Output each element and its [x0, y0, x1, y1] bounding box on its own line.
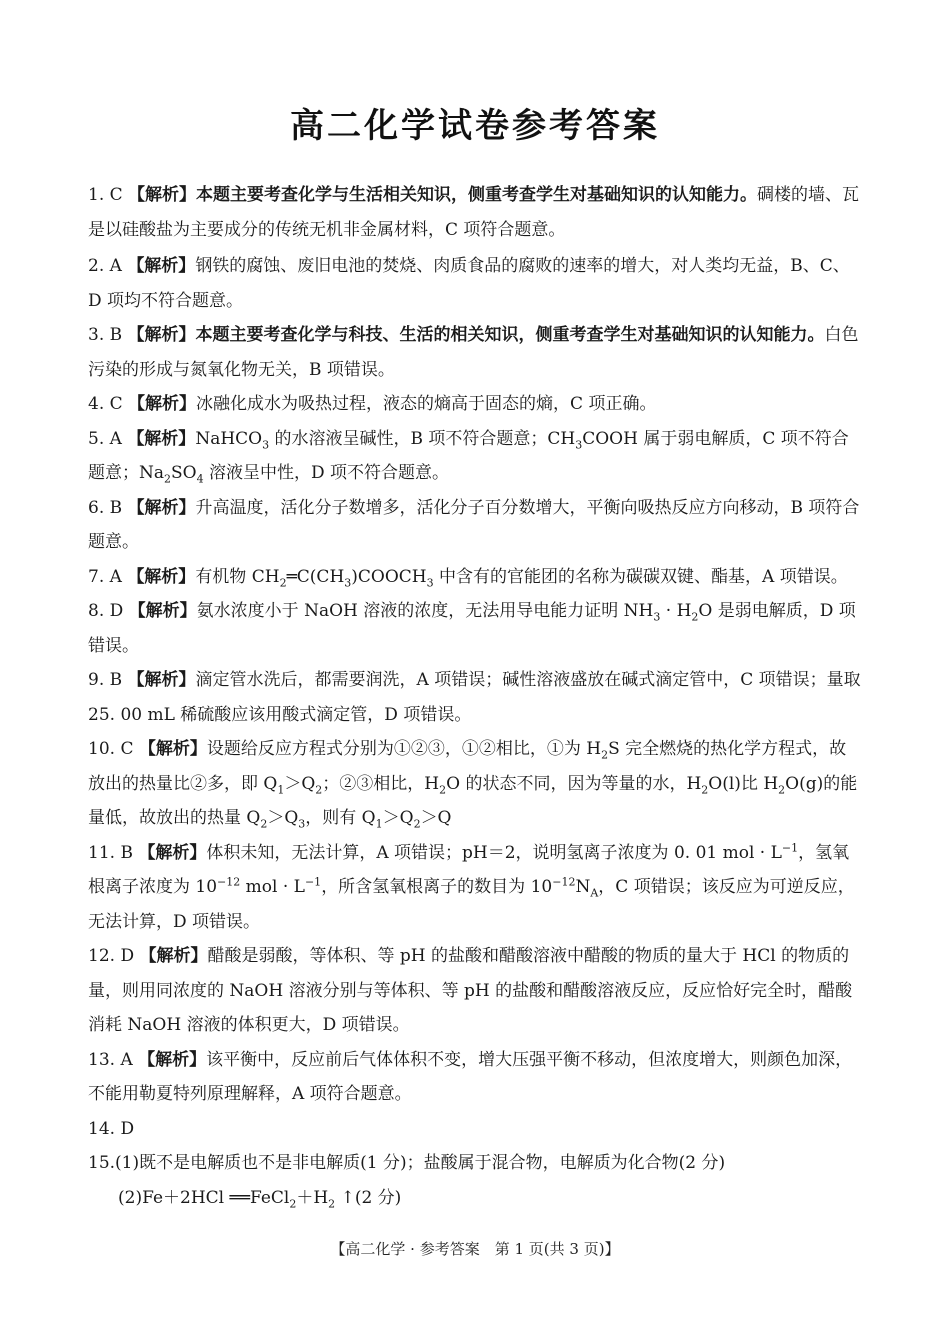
answer-item-7: [88, 560, 863, 595]
answer-number: 4. C: [88, 394, 123, 414]
text-part: 的水溶液呈碱性，B 项不符合题意；CH: [269, 428, 576, 449]
analysis-tag: 【解析】: [138, 842, 207, 863]
answer-item-8: [88, 594, 863, 663]
subscript: 2: [413, 817, 421, 831]
answer-number: 2. A: [88, 256, 122, 276]
subscript: 2: [315, 782, 323, 796]
superscript: −1: [304, 875, 322, 889]
text-part: S 完全燃烧的热化学方程式，故放出的热量比②多，即 Q: [88, 739, 847, 794]
subscript: 2: [778, 782, 786, 796]
answer-number: 7. A: [88, 566, 122, 587]
superscript: −12: [217, 875, 241, 889]
answer-text: 碉楼的墙、瓦是以硅酸盐为主要成分的传统无机非金属材料，C 项符合题意。: [88, 185, 860, 240]
text-part: · H: [660, 601, 692, 621]
subscript: 2: [439, 782, 447, 796]
text-part: (2)Fe＋2HCl ══FeCl: [118, 1187, 290, 1208]
text-part: NaHCO: [195, 428, 263, 449]
text-part: ＋H: [296, 1187, 329, 1208]
subscript: 2: [691, 610, 699, 624]
answer-number: 12. D: [88, 946, 135, 966]
analysis-tag: 【解析】: [128, 185, 197, 205]
text-part: O 的状态不同，因为等量的水，H: [446, 773, 702, 794]
answer-item-1: [88, 178, 863, 247]
analysis-tag: 【解析】: [138, 739, 207, 759]
analysis-tag: 【解析】: [127, 497, 196, 518]
answer-text: 升高温度，活化分子数增多，活化分子百分数增大，平衡向吸热反应方向移动，B 项符合题意。: [88, 497, 860, 552]
analysis-tag: 【解析】: [127, 428, 196, 449]
text-part: 氨水浓度小于 NaOH 溶液的浓度，无法用导电能力证明 NH: [196, 601, 654, 621]
answer-text: 白色污染的形成与氮氧化物无关，B 项错误。: [88, 325, 859, 380]
answer-lead: 本题主要考查化学与科技、生活的相关知识，侧重考查学生对基础知识的认知能力。: [195, 325, 825, 345]
page-title: 高二化学试卷参考答案: [290, 106, 660, 146]
subscript: 2: [601, 748, 609, 762]
subscript: A: [590, 886, 599, 900]
answer-list: [88, 178, 863, 1215]
answer-text: 滴定管水洗后，都需要润洗，A 项错误；碱性溶液盛放在碱式滴定管中，C 项错误；量取 25. 00 mL 稀硫酸应该用酸式滴定管，D 项错误。: [88, 670, 861, 725]
subscript: 3: [344, 575, 352, 589]
text-part: ＞Q: [284, 773, 316, 794]
text-part: ═C(CH: [286, 566, 345, 587]
subscript: 2: [260, 817, 268, 831]
subscript: 2: [289, 1196, 297, 1210]
answer-number: 15.: [88, 1153, 116, 1173]
answer-text: (1)既不是电解质也不是非电解质(1 分)；盐酸属于混合物，电解质为化合物(2 分): [115, 1153, 726, 1173]
answer-number: 13. A: [88, 1049, 133, 1070]
text-part: ↑(2 分): [335, 1187, 402, 1208]
answer-lead: 本题主要考查化学与生活相关知识，侧重考查学生对基础知识的认知能力。: [196, 185, 758, 205]
superscript: −1: [781, 840, 799, 854]
analysis-tag: 【解析】: [127, 670, 196, 690]
analysis-tag: 【解析】: [139, 946, 208, 966]
text-part: 体积未知，无法计算，A 项错误；pH＝2，说明氢离子浓度为 0. 01 mol · L: [206, 842, 782, 863]
text-part: ，所含氢氧根离子的数目为 10: [321, 877, 553, 897]
text-part: 有机物 CH: [195, 566, 280, 587]
analysis-tag: 【解析】: [127, 325, 196, 345]
page-footer: 【高二化学 · 参考答案 第 1 页(共 3 页)】: [330, 1240, 620, 1258]
answer-item-6: [88, 491, 863, 560]
text-part: O 是弱电解质，D 项错误。: [88, 601, 856, 656]
answer-item-4: [88, 387, 863, 422]
subscript: 2: [328, 1196, 336, 1210]
answer-item-13: [88, 1043, 863, 1112]
subscript: 2: [164, 472, 172, 486]
text-part: ，则有 Q: [305, 808, 376, 828]
text-part: O(l)比 H: [708, 773, 779, 794]
text-part: ＞Q: [267, 808, 299, 828]
answer-text: 醋酸是弱酸，等体积、等 pH 的盐酸和醋酸溶液中醋酸的物质的量大于 HCl 的物质的量，则用同浓度的 NaOH 溶液分别与等体积、等 pH 的盐酸和醋酸溶液反应，反应恰好完全时，醋酸消耗 NaOH 溶液的体积更大，D 项错误。: [88, 946, 853, 1035]
text-part: ＞Q: [420, 808, 452, 828]
text-part: SO: [171, 463, 197, 483]
analysis-tag: 【解析】: [138, 1049, 207, 1070]
subscript: 3: [653, 610, 661, 624]
answer-number: 1. C: [88, 185, 123, 205]
subscript: 1: [277, 782, 285, 796]
answer-item-11: [88, 836, 863, 940]
text-part: ，C 项错误；该反应为可逆反应，无法计算，D 项错误。: [88, 877, 855, 932]
subscript: 3: [575, 437, 583, 451]
subscript: 3: [262, 437, 270, 451]
answer-number: 14. D: [88, 1118, 135, 1139]
text-part: )COOCH: [351, 566, 427, 587]
subscript: 2: [701, 782, 709, 796]
answer-text: 冰融化成水为吸热过程，液态的熵高于固态的熵，C 项正确。: [196, 394, 657, 414]
answer-text: 钢铁的腐蚀、废旧电池的焚烧、肉质食品的腐败的速率的增大，对人类均无益，B、C、D 项均不符合题意。: [88, 256, 850, 311]
answer-number: 5. A: [88, 428, 122, 449]
text-part: ；②③相比，H: [322, 773, 440, 794]
superscript: −12: [552, 875, 576, 889]
text-part: 设题给反应方程式分别为①②③，①②相比，①为 H: [206, 739, 602, 759]
analysis-tag: 【解析】: [128, 601, 197, 621]
answer-item-10: [88, 732, 863, 836]
subscript: 2: [279, 575, 287, 589]
answer-item-5: [88, 422, 863, 491]
text-part: 中含有的官能团的名称为碳碳双键、酯基，A 项错误。: [433, 566, 848, 587]
answer-number: 3. B: [88, 325, 123, 345]
answer-item-2: [88, 249, 863, 318]
answer-number: 8. D: [88, 601, 124, 621]
analysis-tag: 【解析】: [127, 566, 196, 587]
analysis-tag: 【解析】: [128, 394, 197, 414]
subscript: 3: [426, 575, 434, 589]
text-part: COOH 属于弱电解质，C 项不符合题意；Na: [88, 428, 849, 483]
answer-item-3: [88, 318, 863, 387]
answer-number: 6. B: [88, 497, 123, 518]
answer-item-15: [88, 1146, 863, 1215]
answer-item-12: [88, 939, 863, 1043]
analysis-tag: 【解析】: [127, 256, 196, 276]
subscript: 4: [196, 472, 204, 486]
subscript: 3: [298, 817, 306, 831]
answer-number: 10. C: [88, 739, 134, 759]
answer-text: 该平衡中，反应前后气体体积不变，增大压强平衡不移动，但浓度增大，则颜色加深，不能用勒夏特列原理解释，A 项符合题意。: [88, 1049, 853, 1104]
answer-item-14: [88, 1112, 863, 1147]
text-part: mol · L: [240, 877, 305, 897]
text-part: ，氢氧根离子浓度为 10: [88, 842, 850, 897]
answer-number: 11. B: [88, 842, 133, 863]
subscript: 1: [375, 817, 383, 831]
answer-item-9: [88, 663, 863, 732]
text-part: ＞Q: [382, 808, 414, 828]
answer-number: 9. B: [88, 670, 123, 690]
text-part: N: [575, 877, 591, 897]
text-part: 溶液呈中性，D 项不符合题意。: [203, 463, 450, 483]
text-part: O(g)的能量低，故放出的热量 Q: [88, 773, 858, 828]
